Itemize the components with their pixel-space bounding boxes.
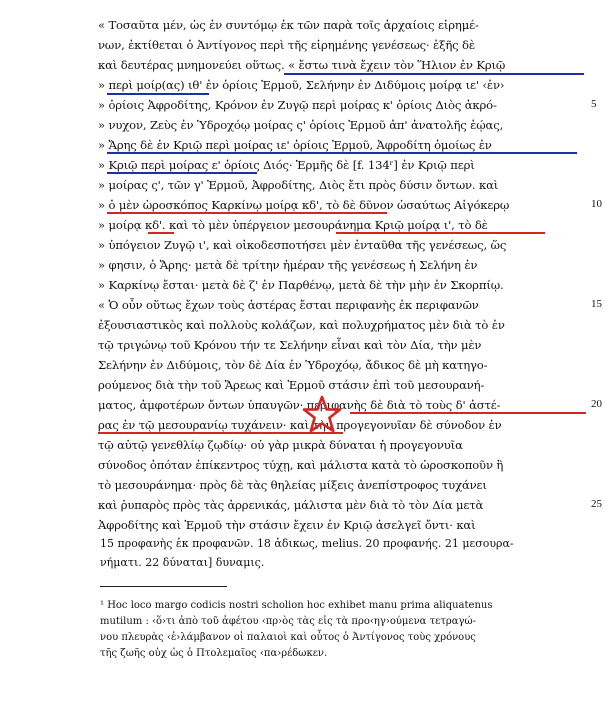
text-line: ρούμενος διὰ τὴν τοῦ Ἄρεως καὶ Ἑρμοῦ στάσιν ἐπὶ τοῦ μεσουρανή- <box>98 378 485 392</box>
footnote-line: τῆς ζωῆς οὐχ ὡς ὁ Πτολεμαῖος ‹πα›ρέδωκεν. <box>100 648 328 659</box>
text-line: » νυχον, Ζεὺς ἐν Ὑδροχόῳ μοίρας ς' ὁρίοις Ἑρμοῦ ἀπ' ἀνατολῆς ἑῴας, <box>98 118 504 132</box>
text-line: » περὶ μοίρ(ας) ιθ' ἐν ὁρίοις Ἑρμοῦ, Σελήνην ἐν Διδύμοις μοίρᾳ ιε' ‹ἐν› <box>98 78 505 92</box>
red-underline <box>148 232 174 234</box>
blue-underline <box>107 172 257 174</box>
text-line: ματος, ἀμφοτέρων ὄντων ὑπαυγῶν· περιφανὴς δὲ διὰ τὸ τοὺς δ' ἀστέ- <box>98 398 501 412</box>
red-underline <box>107 212 387 214</box>
line-number: 5 <box>591 98 597 110</box>
footnote-line: mutilum : ‹ὅ›τι ἀπὸ τοῦ ἀφέτου ‹πρ›ὸς τὰς εἰς τὰ προ‹ηγ›ούμενα τετραγώ- <box>100 616 476 627</box>
line-number: 20 <box>591 398 602 410</box>
text-line: καὶ δευτέρας μνημονεύει οὕτως. « ἔστω τινὰ ἔχειν τὸν Ἥλιον ἐν Κριῷ <box>98 58 506 72</box>
text-line: « Ὁ οὖν οὕτως ἔχων τοὺς ἀστέρας ἔσται περιφανὴς ἐκ περιφανῶν <box>98 298 479 312</box>
text-line: καὶ ῥυπαρὸς πρὸς τὰς ἀρρενικάς, μάλιστα μὲν διὰ τὸ τὸν Δία μετὰ <box>98 498 484 512</box>
text-line: » μοίρας ς', τῶν γ' Ἑρμοῦ, Ἀφροδίτης, Διὸς ἔτι πρὸς δύσιν ὄντων. καὶ <box>98 178 499 192</box>
apparatus-line: νήματι. 22 δύναται] δυναμις. <box>100 556 265 569</box>
text-line: » Ἄρης δὲ ἐν Κριῷ περὶ μοίρας ιε' ὁρίοις Ἑρμοῦ, Ἀφροδίτη ὁμοίως ἐν <box>98 138 492 152</box>
text-line: ρας ἐν τῷ μεσουρανίῳ τυχάνειν· καὶ τὴν προγεγονυῖαν δὲ σύνοδον ἐν <box>98 418 502 432</box>
footnote-line: ¹ Hoc loco margo codicis nostri scholion hoc exhibet manu prima aliquatenus <box>100 600 493 611</box>
footnote-rule <box>100 586 227 587</box>
text-line: Σελήνην ἐν Διδύμοις, τὸν δὲ Δία ἐν Ὑδροχόῳ, ἄδικος δὲ μὴ κατηγο- <box>98 358 488 372</box>
red-underline <box>336 232 545 234</box>
text-line: τῷ αὐτῷ γενεθλίῳ ζῳδίῳ· οὐ γὰρ μικρὰ δύναται ἡ προγεγονυῖα <box>98 438 463 452</box>
red-star-icon <box>302 395 342 435</box>
text-line: » φησιν, ὁ Ἄρης· μετὰ δὲ τρίτην ἡμέραν τῆς γενέσεως ἡ Σελήνη ἐν <box>98 258 478 272</box>
apparatus-line: 15 προφανὴς ἐκ προφανῶν. 18 ἀδικως, melius. 20 προφανής. 21 μεσουρα- <box>100 537 514 550</box>
text-line: τὸ μεσουράνημα· πρὸς δὲ τὰς θηλείας μίξεις ἀνεπίστροφος τυχάνει <box>98 478 487 492</box>
text-line: » μοίρᾳ κδ'. καὶ τὸ μὲν ὑπέργειον μεσουράνημα Κριῷ μοίρᾳ ι', τὸ δὲ <box>98 218 488 232</box>
text-line: σύνοδος ὁπόταν ἐπίκεντρος τύχῃ, καὶ μάλιστα κατὰ τὸ ὡροσκοποῦν ἢ <box>98 458 504 472</box>
line-number: 15 <box>591 298 602 310</box>
text-line: » ὑπόγειον Ζυγῷ ι', καὶ οἰκοδεσποτήσει μὲν ἐνταῦθα τῆς γενέσεως, ὥς <box>98 238 507 252</box>
text-line: « Τοσαῦτα μέν, ὡς ἐν συντόμῳ ἐκ τῶν παρὰ τοῖς ἀρχαίοις εἰρημέ- <box>98 18 479 32</box>
blue-underline <box>107 152 577 154</box>
text-line: Ἀφροδίτης καὶ Ἑρμοῦ τὴν στάσιν ἔχειν ἐν Κριῷ ἀσελγεῖ ὄντι· καὶ <box>98 518 476 532</box>
text-line: » ὁρίοις Ἀφροδίτης, Κρόνον ἐν Ζυγῷ περὶ μοίρας κ' ὁρίοις Διὸς ἀκρό- <box>98 98 497 112</box>
text-line: ἐξουσιαστικὸς καὶ πολλοὺς κολάζων, καὶ πολυχρήματος μὲν διὰ τὸ ἐν <box>98 318 505 332</box>
blue-underline <box>284 73 584 75</box>
text-line: νων, ἐκτίθεται ὁ Ἀντίγονος περὶ τῆς εἰρημένης γενέσεως· ἑξῆς δὲ <box>98 38 475 52</box>
red-underline <box>350 412 586 414</box>
line-number: 25 <box>591 498 602 510</box>
blue-underline <box>107 93 209 95</box>
text-line: » Καρκίνῳ ἔσται· μετὰ δὲ ζ' ἐν Παρθένῳ, μετὰ δὲ τὴν μὴν ἐν Σκορπίῳ. <box>98 278 504 292</box>
text-line: τῷ τριγώνῳ τοῦ Κρόνου τήν τε Σελήνην εἶναι καὶ τὸν Δία, τὴν μὲν <box>98 338 482 352</box>
text-line: » ὁ μὲν ὡροσκόπος Καρκίνῳ μοίρᾳ κδ', τὸ δὲ δῦνον ὡσαύτως Αἰγόκερῳ <box>98 198 510 212</box>
text-line: » Κριῷ περὶ μοίρας ε' ὁρίοις Διός· Ἑρμῆς δὲ [f. 134ʳ] ἐν Κριῷ περὶ <box>98 158 475 172</box>
line-number: 10 <box>591 198 602 210</box>
footnote-line: νου πλευρὰς ‹ἐ›λάμβανον οἱ παλαιοὶ καὶ οὗτος ὁ Ἀντίγονος τοὺς χρόνους <box>100 632 476 643</box>
